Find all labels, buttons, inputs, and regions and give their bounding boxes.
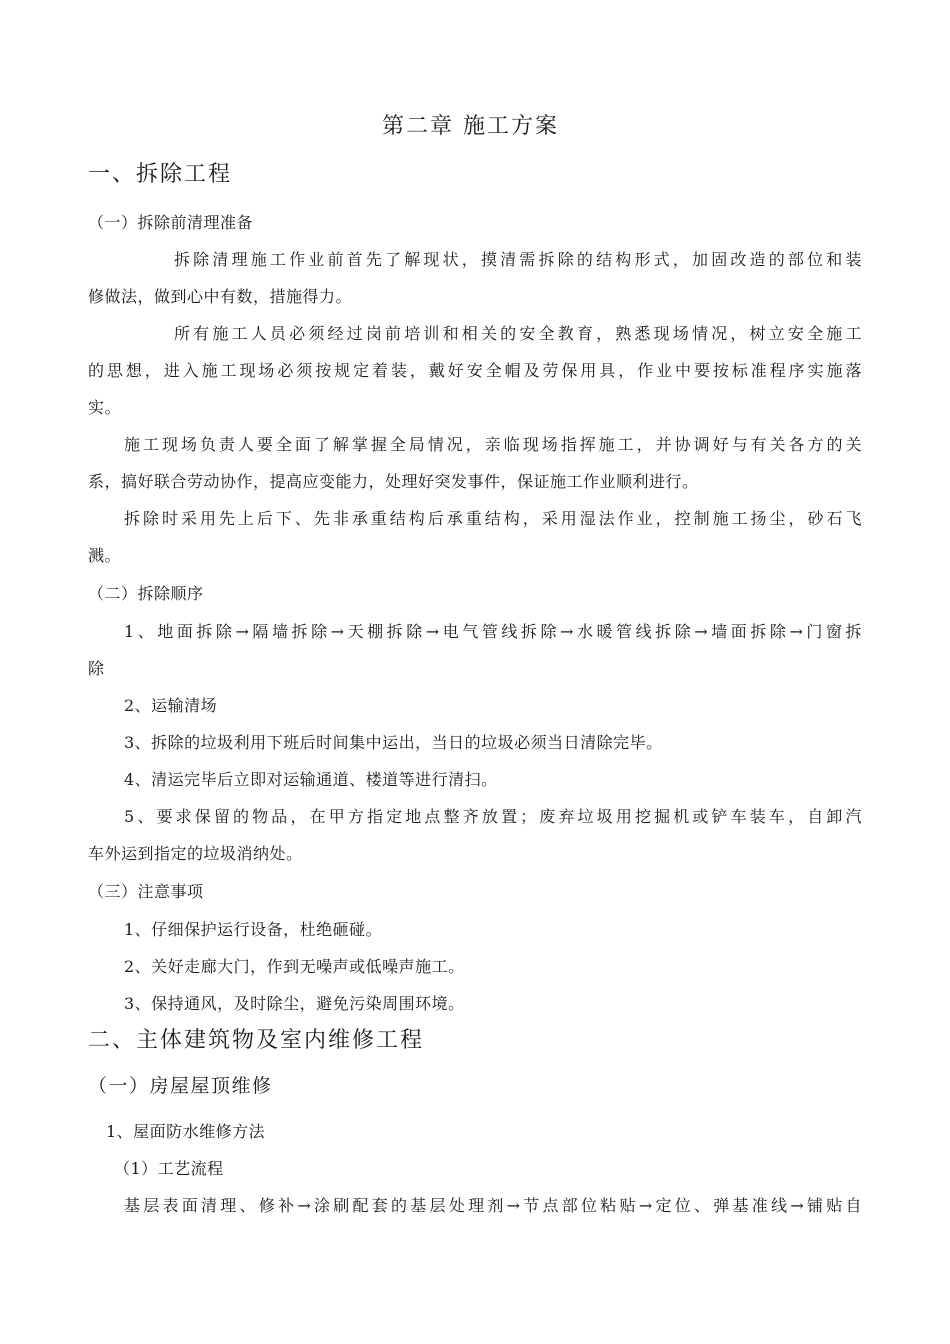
list-item: 1、仔细保护运行设备，杜绝砸碰。	[124, 920, 383, 939]
list-item: 1、地面拆除→隔墙拆除→天棚拆除→电气管线拆除→水暖管线拆除→墙面拆除→门窗拆	[124, 622, 862, 641]
paragraph-line: 系，搞好联合劳动协作，提高应变能力，处理好突发事件，保证施工作业顺利进行。	[88, 472, 699, 491]
section-heading-demolition: 一、拆除工程	[88, 162, 233, 187]
paragraph-line: 溅。	[88, 546, 122, 565]
list-item: 2、运输清场	[124, 696, 218, 715]
subsection-heading-order: （二）拆除顺序	[88, 584, 204, 603]
list-item: 5、要求保留的物品，在甲方指定地点整齐放置；废弃垃圾用挖掘机或铲车装车，自卸汽	[124, 807, 862, 826]
paragraph-line: 的思想，进入施工现场必须按规定着装，戴好安全帽及劳保用具，作业中要按标准程序实施落	[88, 361, 862, 380]
list-item-continuation: 车外运到指定的垃圾消纳处。	[88, 844, 303, 863]
subsection-heading-roof: （一）房屋屋顶维修	[88, 1075, 273, 1097]
subsection-heading-notes: （三）注意事项	[88, 882, 204, 901]
paragraph-line: 施工现场负责人要全面了解掌握全局情况，亲临现场指挥施工，并协调好与有关各方的关	[124, 435, 862, 454]
list-item: 3、保持通风，及时除尘，避免污染周围环境。	[124, 994, 465, 1013]
chapter-title: 第二章 施工方案	[382, 114, 559, 139]
list-item-continuation: 除	[88, 659, 105, 678]
list-item: 3、拆除的垃圾利用下班后时间集中运出，当日的垃圾必须当日清除完毕。	[124, 733, 663, 752]
paragraph-line: 基层表面清理、修补→涂刷配套的基层处理剂→节点部位粘贴→定位、弹基准线→铺贴自	[124, 1196, 862, 1215]
list-item: 2、关好走廊大门，作到无噪声或低噪声施工。	[124, 957, 465, 976]
paragraph-line: 修做法，做到心中有数，措施得力。	[88, 287, 353, 306]
section-heading-main-building: 二、主体建筑物及室内维修工程	[88, 1028, 425, 1053]
subsection-heading-preparation: （一）拆除前清理准备	[88, 213, 254, 232]
list-item: （1）工艺流程	[114, 1159, 224, 1178]
list-item: 1、屋面防水维修方法	[106, 1122, 266, 1141]
paragraph-line: 实。	[88, 398, 122, 417]
paragraph-line: 拆除时采用先上后下、先非承重结构后承重结构，采用湿法作业，控制施工扬尘，砂石飞	[124, 509, 862, 528]
list-item: 4、清运完毕后立即对运输通道、楼道等进行清扫。	[124, 770, 498, 789]
paragraph-line: 所有施工人员必须经过岗前培训和相关的安全教育，熟悉现场情况，树立安全施工	[174, 324, 862, 343]
paragraph-line: 拆除清理施工作业前首先了解现状，摸清需拆除的结构形式，加固改造的部位和装	[174, 250, 862, 269]
